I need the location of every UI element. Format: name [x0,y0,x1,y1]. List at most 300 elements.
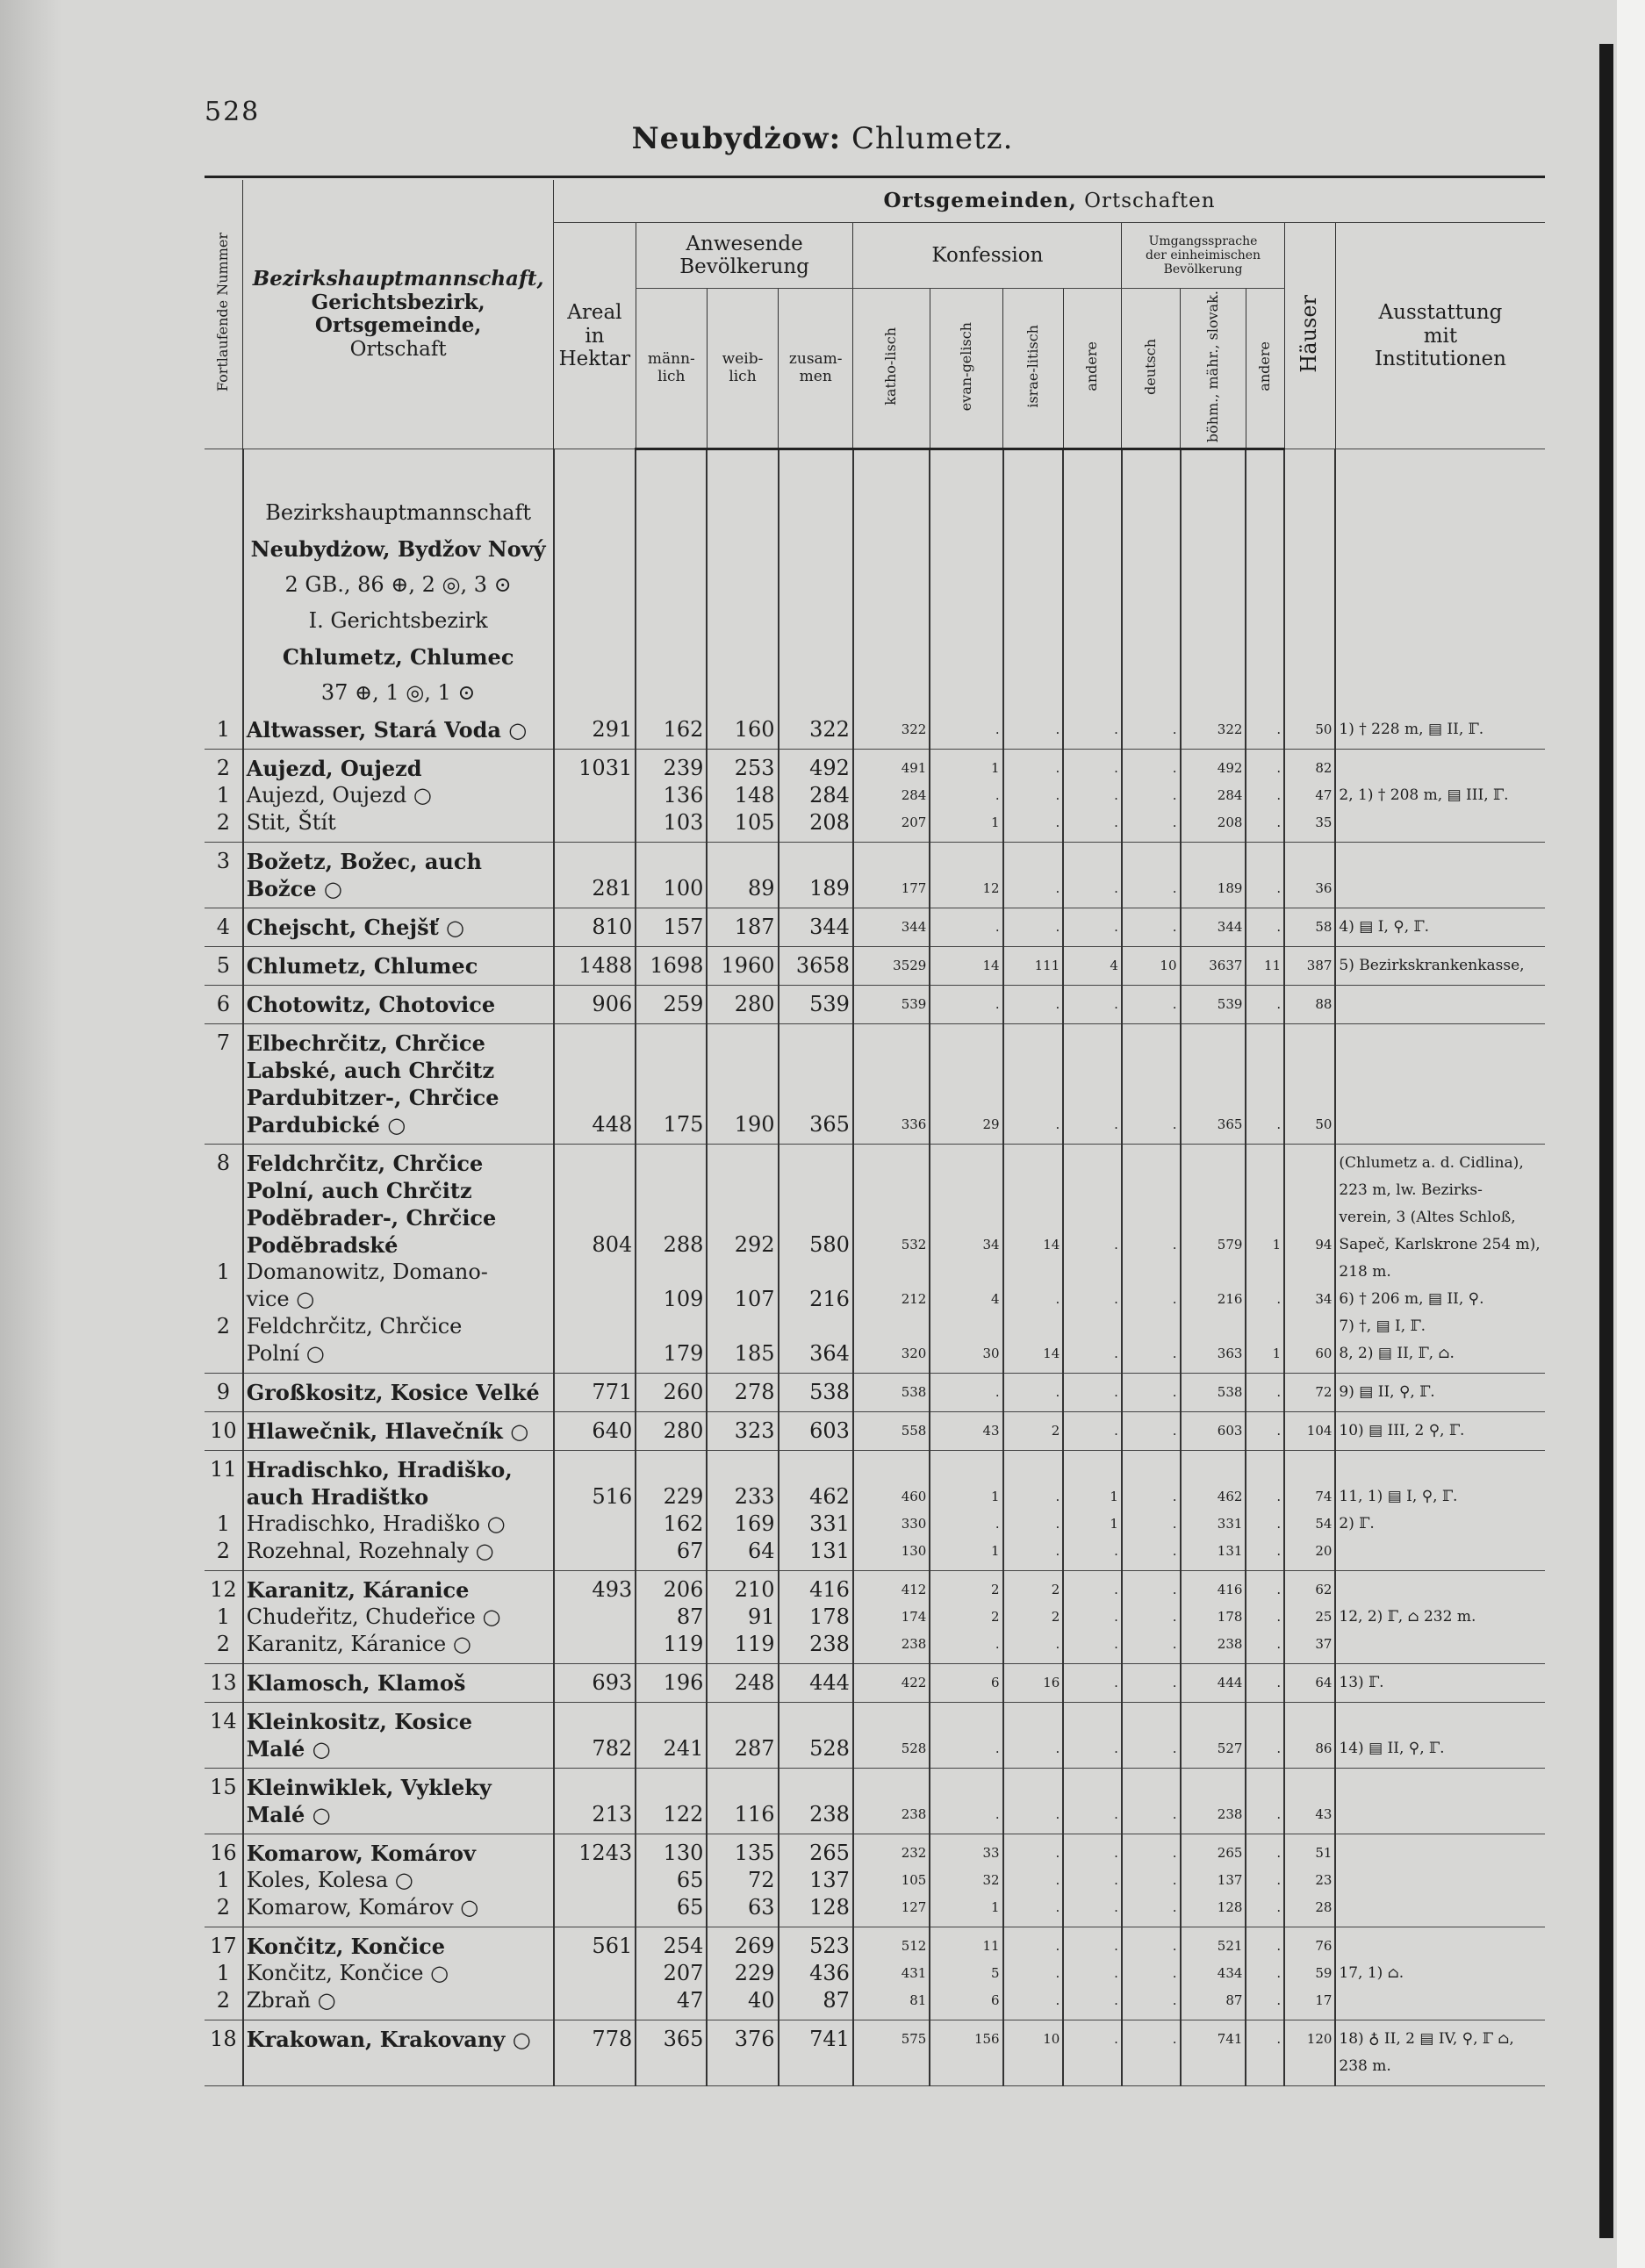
value-ol: . [1276,1938,1282,1955]
value-isr: 111 [1034,958,1060,974]
value-kat: 238 [901,1636,927,1653]
locality-name: Chudeřitz, Chudeřice ○ [246,1604,501,1630]
value-t: 284 [809,783,850,808]
value-isr: 2 [1051,1582,1060,1598]
value-de: . [1172,880,1177,897]
value-isr: . [1055,1489,1060,1505]
col-catholic-header: katho-lisch [853,289,930,449]
cell-and [1063,1024,1122,1145]
value-isr [1007,1708,1060,1735]
row-number: 3 [216,849,230,874]
value-and: . [1114,1845,1118,1862]
value-cz: 538 [1217,1384,1243,1401]
value-h: 43 [1315,1806,1333,1823]
cell-cz [1181,908,1246,947]
row-institutions-cell [1335,947,1545,986]
value-t: 603 [809,1418,850,1444]
value-area [557,782,633,809]
value-t: 265 [809,1841,850,1866]
cell-and [1063,1927,1122,2020]
cell-h [1284,986,1335,1024]
value-kat: 422 [901,1675,927,1691]
col-other-lang-header: andere [1246,289,1284,449]
value-and [1067,1030,1118,1057]
cell-ev [930,1024,1002,1145]
cell-isr [1003,1703,1064,1769]
cell-h [1284,908,1335,947]
cell-cz [1181,1703,1246,1769]
value-ol [1249,1774,1281,1801]
row-number: 14 [210,1709,237,1734]
cell-de [1122,750,1181,843]
row-name-cell [243,711,554,750]
value-t: 322 [809,717,850,743]
value-h: 20 [1315,1543,1333,1560]
value-and: . [1114,1582,1118,1598]
row-number [207,1177,240,1204]
row-number [207,1231,240,1259]
cell-isr [1003,1374,1064,1412]
institution-note: 1) † 228 m, ▤ II, ℾ. [1339,721,1484,739]
value-ev [933,1204,999,1231]
value-area [557,1511,633,1538]
value-t: 580 [809,1232,850,1258]
value-area [557,1057,633,1084]
row-institutions-cell [1335,1024,1545,1145]
cell-h [1284,1571,1335,1664]
cell-h [1284,1834,1335,1927]
cell-de [1122,843,1181,908]
cell-cz [1181,1145,1246,1374]
value-area: 640 [592,1418,633,1444]
row-number: 6 [216,992,230,1017]
row-number [207,1801,240,1828]
statistics-table [205,180,1545,2086]
cell-t [779,1024,853,1145]
value-t: 87 [822,1988,850,2013]
value-m [639,1456,703,1483]
row-number: 16 [210,1841,237,1866]
table-row [205,711,1545,750]
scan-shadow [0,0,61,2268]
value-de [1125,1204,1177,1231]
value-h: 23 [1315,1872,1333,1889]
cell-f [707,1024,778,1145]
value-m [639,1259,703,1286]
cell-ol [1246,1571,1284,1664]
value-isr: . [1055,1938,1060,1955]
table-row [205,843,1545,908]
cell-h [1284,711,1335,750]
value-f: 105 [734,810,775,836]
value-t: 137 [809,1868,850,1893]
value-de: . [1172,1609,1177,1626]
value-h: 50 [1315,721,1333,738]
cell-kat [853,1703,930,1769]
value-f: 1960 [721,953,775,979]
value-m: 207 [663,1961,704,1986]
value-ol: 1 [1272,1346,1282,1362]
cell-de [1122,1412,1181,1451]
row-number-cell [205,1412,243,1451]
row-number-cell [205,1927,243,2020]
cell-t [779,843,853,908]
row-number: 2 [216,1539,230,1564]
value-ol: . [1276,996,1282,1013]
value-h [1288,1084,1332,1111]
value-cz: 178 [1217,1609,1243,1626]
cell-m [636,843,707,908]
value-de: . [1172,1489,1177,1505]
locality-name: Končitz, Končice ○ [246,1961,449,1986]
value-kat: 558 [901,1423,927,1439]
value-ol: . [1276,1543,1282,1560]
value-f: 107 [734,1287,775,1312]
value-kat [857,1057,926,1084]
cell-kat [853,908,930,947]
value-f: 253 [734,756,775,781]
value-f: 185 [734,1341,775,1367]
value-and [1067,1313,1118,1340]
value-ol [1249,1456,1281,1483]
value-t [782,1204,850,1231]
cell-f [707,750,778,843]
value-t: 444 [809,1670,850,1696]
cell-cz [1181,1769,1246,1834]
institution-note [1339,1708,1542,1735]
value-f [710,1774,774,1801]
value-f [710,1177,774,1204]
value-kat [857,1259,926,1286]
value-and [1067,1084,1118,1111]
cell-ev [930,1834,1002,1927]
row-number: 2 [216,810,230,836]
value-de: . [1172,1346,1177,1362]
cell-f [707,1664,778,1703]
value-kat: 491 [901,760,927,777]
cell-de [1122,908,1181,947]
cell-area [554,1024,636,1145]
value-f: 63 [748,1895,775,1920]
cell-cz [1181,986,1246,1024]
locality-name: Hradischko, Hradiško, [246,1457,513,1483]
value-ev: 29 [982,1116,1000,1133]
cell-de [1122,1024,1181,1145]
cell-ev [930,711,1002,750]
locality-name: Pardubitzer-, Chrčice [246,1085,499,1111]
cell-t [779,908,853,947]
value-cz: 331 [1217,1516,1243,1532]
value-m: 288 [663,1232,704,1258]
value-area [557,1631,633,1658]
locality-name: Komarow, Komárov ○ [246,1895,479,1920]
value-and: . [1114,1992,1118,2009]
row-number-cell [205,1769,243,1834]
value-kat: 460 [901,1489,927,1505]
cell-kat [853,1834,930,1927]
value-m: 175 [663,1112,704,1138]
value-ev: 11 [982,1938,1000,1955]
value-ev [933,1177,999,1204]
row-name-cell [243,750,554,843]
cell-and [1063,2020,1122,2086]
value-m: 206 [663,1577,704,1603]
cell-f [707,1451,778,1571]
institution-note [1339,755,1542,782]
value-t: 208 [809,810,850,836]
language-header: Umgangssprache der einheimischen Bevölkerung [1122,223,1284,289]
row-number: 11 [210,1457,237,1482]
value-t [782,848,850,875]
value-area [557,1177,633,1204]
row-number: 13 [210,1670,237,1696]
cell-t [779,2020,853,2086]
cell-de [1122,1703,1181,1769]
cell-h [1284,1145,1335,1374]
cell-f [707,711,778,750]
row-number: 2 [216,1632,230,1657]
value-t: 741 [809,2027,850,2052]
cell-f [707,1145,778,1374]
cell-m [636,947,707,986]
value-cz [1184,1084,1243,1111]
value-ol: . [1276,1384,1282,1401]
value-ev: . [995,1516,1000,1532]
cell-h [1284,750,1335,843]
cell-h [1284,1374,1335,1412]
institution-note: 12, 2) ℾ, ⌂ 232 m. [1339,1608,1476,1626]
locality-name: Chotowitz, Chotovice [246,992,496,1018]
value-ev: . [995,1806,1000,1823]
population-header: Anwesende Bevölkerung [636,223,853,289]
row-number [207,1084,240,1111]
cell-t [779,986,853,1024]
intro-row [205,449,1545,712]
cell-ev [930,1451,1002,1571]
value-t [782,1313,850,1340]
value-m: 196 [663,1670,704,1696]
col-area-header: Areal in Hektar [554,223,636,449]
value-isr: . [1055,815,1060,831]
value-ev [933,1313,999,1340]
cell-de [1122,986,1181,1024]
value-and: . [1114,996,1118,1013]
row-institutions-cell [1335,2020,1545,2086]
table-row [205,1374,1545,1412]
value-m: 87 [676,1604,704,1630]
value-f: 323 [734,1418,775,1444]
cell-cz [1181,1374,1246,1412]
value-h: 25 [1315,1609,1333,1626]
value-and: . [1114,1116,1118,1133]
value-de: . [1172,1806,1177,1823]
localities-header: Ortsgemeinden, Ortschaften [554,180,1545,223]
value-area [557,1084,633,1111]
value-f: 269 [734,1934,775,1959]
value-isr: . [1055,1806,1060,1823]
row-institutions-cell [1335,908,1545,947]
cell-h [1284,1024,1335,1145]
locality-name: Končitz, Končice [246,1934,446,1960]
value-ol: . [1276,1291,1282,1308]
institution-note: Sapeč, Karlskrone 254 m), [1339,1236,1541,1254]
value-m: 103 [663,810,704,836]
value-cz: 3637 [1209,958,1243,974]
value-ol: . [1276,1516,1282,1532]
cell-cz [1181,1834,1246,1927]
cell-ev [930,908,1002,947]
cell-and [1063,711,1122,750]
locality-name: Polní ○ [246,1341,325,1367]
value-area [557,1456,633,1483]
cell-and [1063,750,1122,843]
row-name-cell [243,1927,554,2020]
value-isr: . [1055,1291,1060,1308]
value-ev: . [995,919,1000,936]
value-cz: 216 [1217,1291,1243,1308]
value-m [639,1204,703,1231]
cell-kat [853,1664,930,1703]
table-body [205,449,1545,2086]
value-and [1067,1456,1118,1483]
row-number: 10 [210,1418,237,1444]
cell-area [554,1703,636,1769]
value-ol: . [1276,880,1282,897]
value-t: 462 [809,1484,850,1510]
row-name-cell [243,1145,554,1374]
cell-t [779,750,853,843]
value-f [710,1259,774,1286]
institution-note: 10) ▤ III, 2 ⚲, ℾ. [1339,1422,1465,1440]
cell-f [707,1703,778,1769]
cell-h [1284,1412,1335,1451]
value-area [557,1987,633,2014]
value-de [1125,1313,1177,1340]
value-and: 1 [1110,1516,1118,1532]
cell-and [1063,947,1122,986]
cell-isr [1003,1412,1064,1451]
cell-m [636,1769,707,1834]
locality-name: Karanitz, Káranice ○ [246,1632,471,1657]
value-isr: . [1055,996,1060,1013]
cell-area [554,711,636,750]
value-isr: . [1055,1899,1060,1916]
value-f: 210 [734,1577,775,1603]
value-ev: . [995,1740,1000,1757]
value-kat: 336 [901,1116,927,1133]
cell-t [779,1145,853,1374]
value-cz [1184,1313,1243,1340]
locality-name: Aujezd, Oujezd ○ [246,783,432,808]
value-isr: . [1055,1992,1060,2009]
value-m: 254 [663,1934,704,1959]
cell-ev [930,1145,1002,1374]
cell-kat [853,711,930,750]
row-number [207,1483,240,1511]
cell-kat [853,947,930,986]
value-cz: 492 [1217,760,1243,777]
col-other-rel-header: andere [1063,289,1122,449]
cell-f [707,1834,778,1927]
value-cz [1184,1204,1243,1231]
value-m [639,1057,703,1084]
value-t: 436 [809,1961,850,1986]
value-ev [933,848,999,875]
value-ol [1249,1057,1281,1084]
locality-name: Chlumetz, Chlumec [246,953,478,980]
value-h: 74 [1315,1489,1333,1505]
cell-f [707,986,778,1024]
cell-m [636,711,707,750]
row-name-cell [243,908,554,947]
value-ol: . [1276,787,1282,804]
cell-ev [930,2020,1002,2086]
value-kat [857,1708,926,1735]
value-kat: 532 [901,1237,927,1253]
value-m [639,1150,703,1177]
locality-name: Koles, Kolesa ○ [246,1868,413,1893]
cell-and [1063,1664,1122,1703]
value-and: . [1114,721,1118,738]
value-cz: 189 [1217,880,1243,897]
cell-de [1122,711,1181,750]
value-ol: . [1276,919,1282,936]
value-h [1288,1177,1332,1204]
value-f [710,848,774,875]
value-f: 148 [734,783,775,808]
cell-de [1122,1769,1181,1834]
row-number: 1 [216,1961,230,1986]
row-name-cell [243,843,554,908]
cell-isr [1003,2020,1064,2086]
value-isr: . [1055,1516,1060,1532]
value-area [557,1538,633,1565]
value-h: 59 [1315,1965,1333,1982]
cell-and [1063,908,1122,947]
value-isr [1007,1456,1060,1483]
cell-area [554,1145,636,1374]
row-number: 18 [210,2027,237,2052]
value-de: . [1172,1636,1177,1653]
value-isr: 16 [1043,1675,1060,1691]
value-and: . [1114,1609,1118,1626]
value-m: 130 [663,1841,704,1866]
value-cz: 434 [1217,1965,1243,1982]
value-ol [1249,1030,1281,1057]
value-h: 82 [1315,760,1333,777]
value-h: 76 [1315,1938,1333,1955]
cell-m [636,1834,707,1927]
value-ol: . [1276,760,1282,777]
row-name-cell [243,1374,554,1412]
value-t: 523 [809,1934,850,1959]
value-ol [1249,1204,1281,1231]
value-isr: . [1055,880,1060,897]
row-number: 1 [216,1604,230,1630]
value-t: 238 [809,1802,850,1827]
value-m [639,1313,703,1340]
cell-cz [1181,947,1246,986]
value-area: 1031 [578,756,633,781]
value-ol [1249,848,1281,875]
value-t: 128 [809,1895,850,1920]
value-m [639,1177,703,1204]
value-and [1067,848,1118,875]
value-cz [1184,1150,1243,1177]
cell-isr [1003,1571,1064,1664]
value-f: 280 [734,992,775,1017]
value-t: 131 [809,1539,850,1564]
